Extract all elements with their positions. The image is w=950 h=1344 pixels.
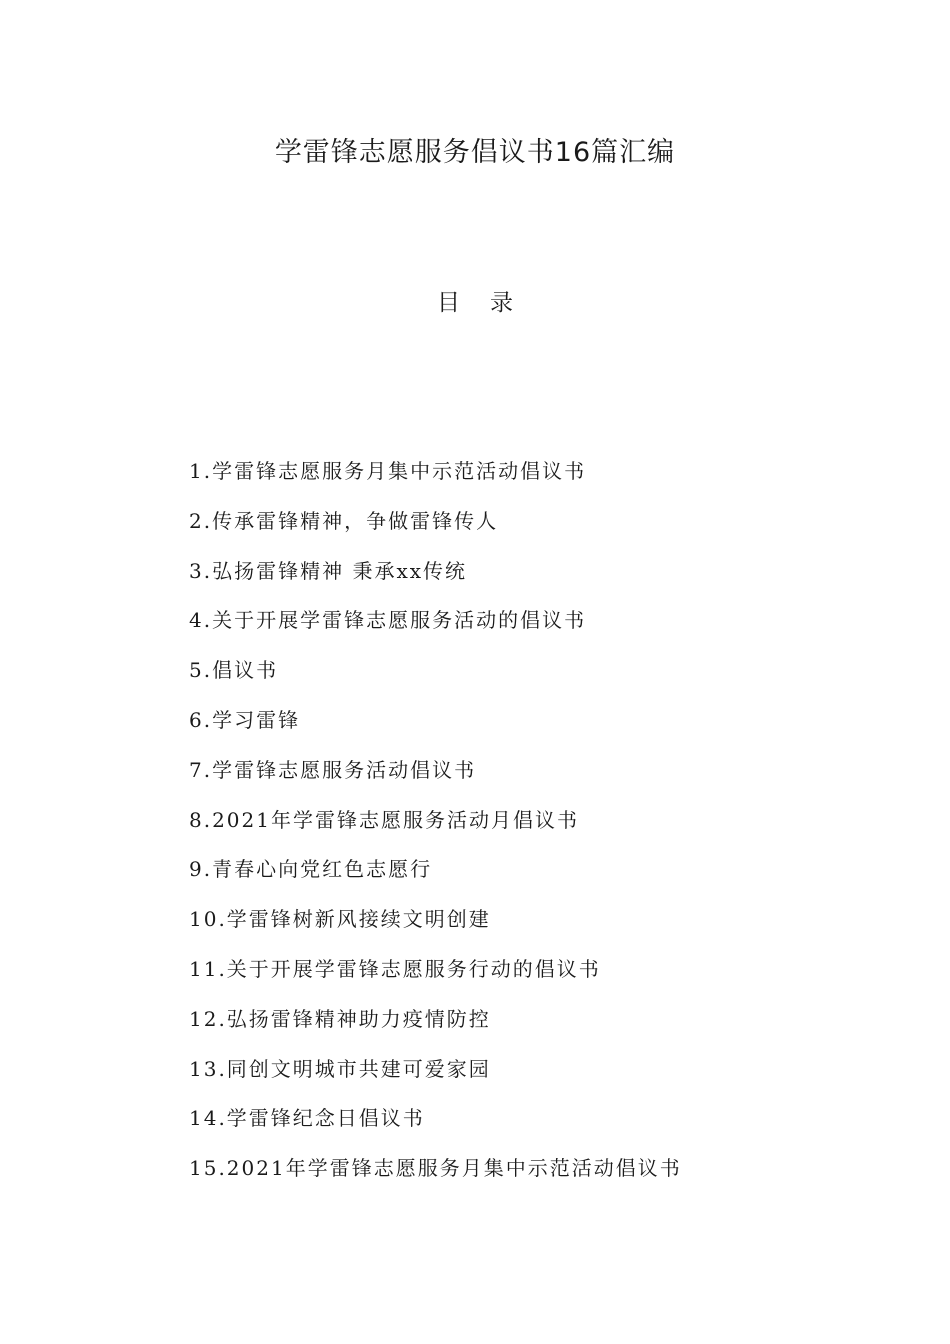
toc-heading-right: 录 (490, 290, 513, 316)
toc-item: 7.学雷锋志愿服务活动倡议书 (189, 757, 477, 782)
toc-item: 6.学习雷锋 (189, 707, 301, 732)
document-title: 学雷锋志愿服务倡议书16篇汇编 (274, 137, 676, 168)
toc-item: 11.关于开展学雷锋志愿服务行动的倡议书 (189, 956, 601, 981)
toc-heading-left: 目 (437, 290, 460, 316)
table-of-contents (189, 453, 682, 1200)
toc-item: 2.传承雷锋精神，争做雷锋传人 (189, 508, 499, 533)
toc-item: 1.学雷锋志愿服务月集中示范活动倡议书 (189, 459, 587, 483)
toc-item: 15.2021年学雷锋志愿服务月集中示范活动倡议书 (189, 1156, 682, 1181)
toc-item: 14.学雷锋纪念日倡议书 (189, 1106, 425, 1131)
toc-item: 4.关于开展学雷锋志愿服务活动的倡议书 (189, 608, 587, 633)
toc-item: 3.弘扬雷锋精神 秉承xx传统 (189, 558, 467, 583)
toc-item: 12.弘扬雷锋精神助力疫情防控 (189, 1006, 491, 1031)
toc-item: 5.倡议书 (189, 658, 279, 683)
toc-heading (0, 284, 950, 317)
toc-item: 10.学雷锋树新风接续文明创建 (189, 907, 491, 932)
toc-item: 8.2021年学雷锋志愿服务活动月倡议书 (189, 807, 579, 832)
toc-item: 9.青春心向党红色志愿行 (189, 857, 433, 882)
toc-item: 13.同创文明城市共建可爱家园 (189, 1056, 491, 1081)
